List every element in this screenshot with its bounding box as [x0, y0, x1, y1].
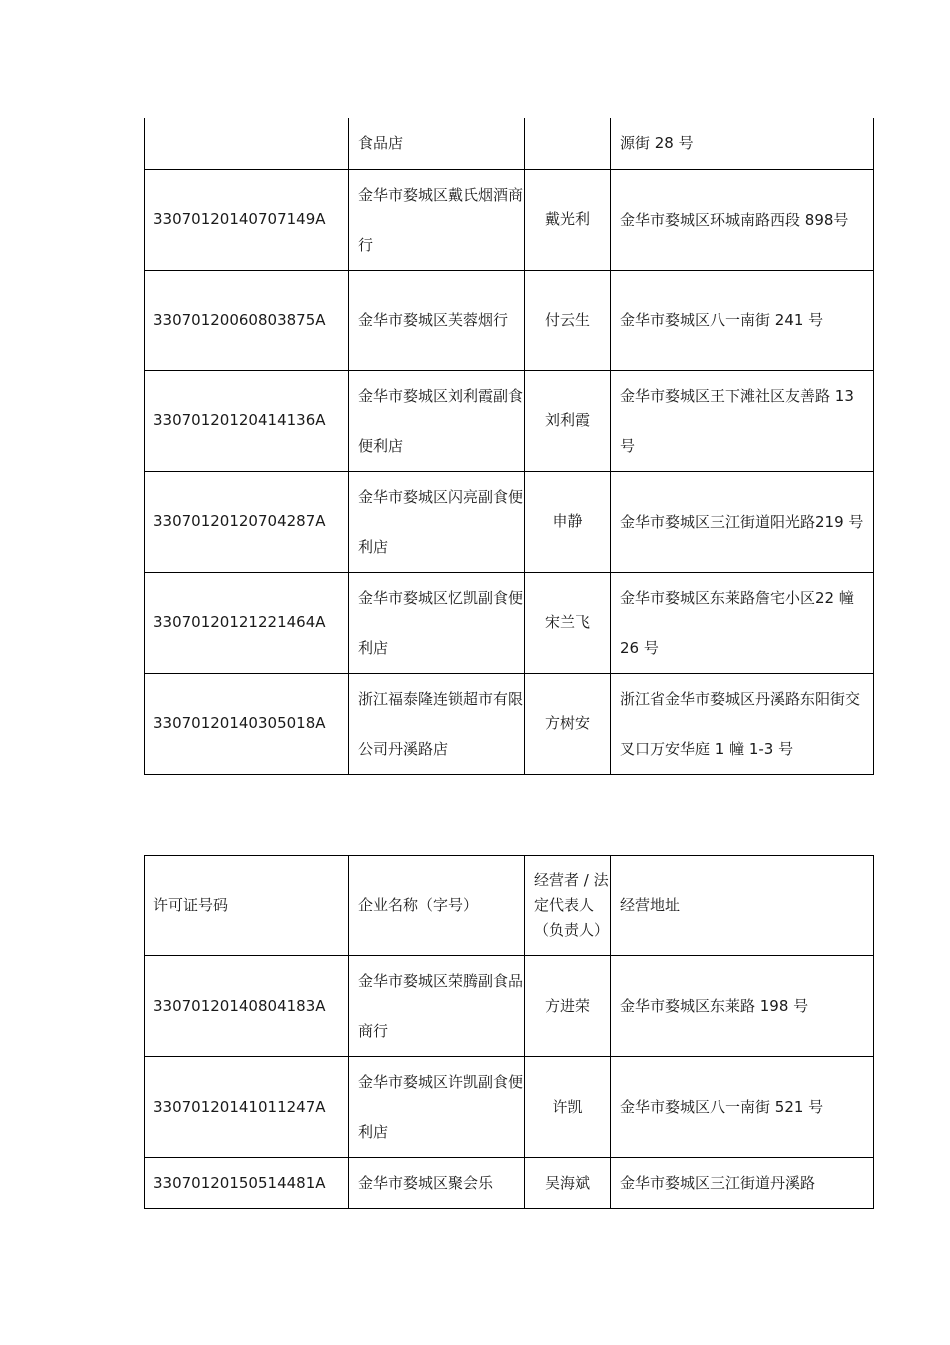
license-number: 33070120140305018A	[145, 673, 349, 774]
table-row	[145, 1158, 874, 1209]
enterprise-name: 金华市婺城区许凯副食便利店	[349, 1057, 525, 1158]
business-address: 金华市婺城区八一南街 241 号	[611, 270, 874, 370]
header-license-number: 许可证号码	[145, 856, 349, 956]
operator-name: 吴海斌	[525, 1158, 611, 1209]
license-number: 33070120120704287A	[145, 471, 349, 572]
operator-name: 刘利霞	[525, 370, 611, 471]
operator-name: 方树安	[525, 673, 611, 774]
operator-name: 付云生	[525, 270, 611, 370]
business-address: 金华市婺城区三江街道阳光路219 号	[611, 471, 874, 572]
business-address: 金华市婺城区王下滩社区友善路 13 号	[611, 370, 874, 471]
license-number: 33070120140707149A	[145, 169, 349, 270]
business-address: 金华市婺城区东莱路 198 号	[611, 956, 874, 1057]
license-number: 33070120141011247A	[145, 1057, 349, 1158]
license-number	[145, 118, 349, 169]
operator-name	[525, 118, 611, 169]
table-row	[145, 673, 874, 774]
operator-name: 戴光利	[525, 169, 611, 270]
license-table-continued	[144, 118, 874, 775]
table-row	[145, 956, 874, 1057]
header-enterprise-name: 企业名称（字号）	[349, 856, 525, 956]
enterprise-name: 金华市婺城区荣腾副食品商行	[349, 956, 525, 1057]
business-address: 金华市婺城区东莱路詹宅小区22 幢 26 号	[611, 572, 874, 673]
enterprise-name: 浙江福泰隆连锁超市有限公司丹溪路店	[349, 673, 525, 774]
license-number: 33070120150514481A	[145, 1158, 349, 1209]
table-row	[145, 270, 874, 370]
license-number: 33070120120414136A	[145, 370, 349, 471]
operator-name: 申静	[525, 471, 611, 572]
enterprise-name: 金华市婺城区芙蓉烟行	[349, 270, 525, 370]
table-row	[145, 370, 874, 471]
operator-name: 宋兰飞	[525, 572, 611, 673]
table-row	[145, 1057, 874, 1158]
business-address: 金华市婺城区环城南路西段 898号	[611, 169, 874, 270]
enterprise-name: 金华市婺城区忆凯副食便利店	[349, 572, 525, 673]
operator-name: 许凯	[525, 1057, 611, 1158]
enterprise-name: 金华市婺城区闪亮副食便利店	[349, 471, 525, 572]
enterprise-name: 金华市婺城区刘利霞副食便利店	[349, 370, 525, 471]
business-address: 浙江省金华市婺城区丹溪路东阳街交叉口万安华庭 1 幢 1-3 号	[611, 673, 874, 774]
table-row	[145, 118, 874, 169]
license-table	[144, 855, 874, 1209]
enterprise-name: 金华市婺城区戴氏烟酒商行	[349, 169, 525, 270]
license-number: 33070120121221464A	[145, 572, 349, 673]
header-operator: 经营者 / 法定代表人（负责人）	[525, 856, 611, 956]
license-number: 33070120060803875A	[145, 270, 349, 370]
business-address: 金华市婺城区八一南街 521 号	[611, 1057, 874, 1158]
enterprise-name: 金华市婺城区聚会乐	[349, 1158, 525, 1209]
header-business-address: 经营地址	[611, 856, 874, 956]
table-row	[145, 169, 874, 270]
operator-name: 方进荣	[525, 956, 611, 1057]
table-row	[145, 572, 874, 673]
table-header-row	[145, 856, 874, 956]
enterprise-name: 食品店	[349, 118, 525, 169]
table-row	[145, 471, 874, 572]
business-address: 源街 28 号	[611, 118, 874, 169]
business-address: 金华市婺城区三江街道丹溪路	[611, 1158, 874, 1209]
license-number: 33070120140804183A	[145, 956, 349, 1057]
